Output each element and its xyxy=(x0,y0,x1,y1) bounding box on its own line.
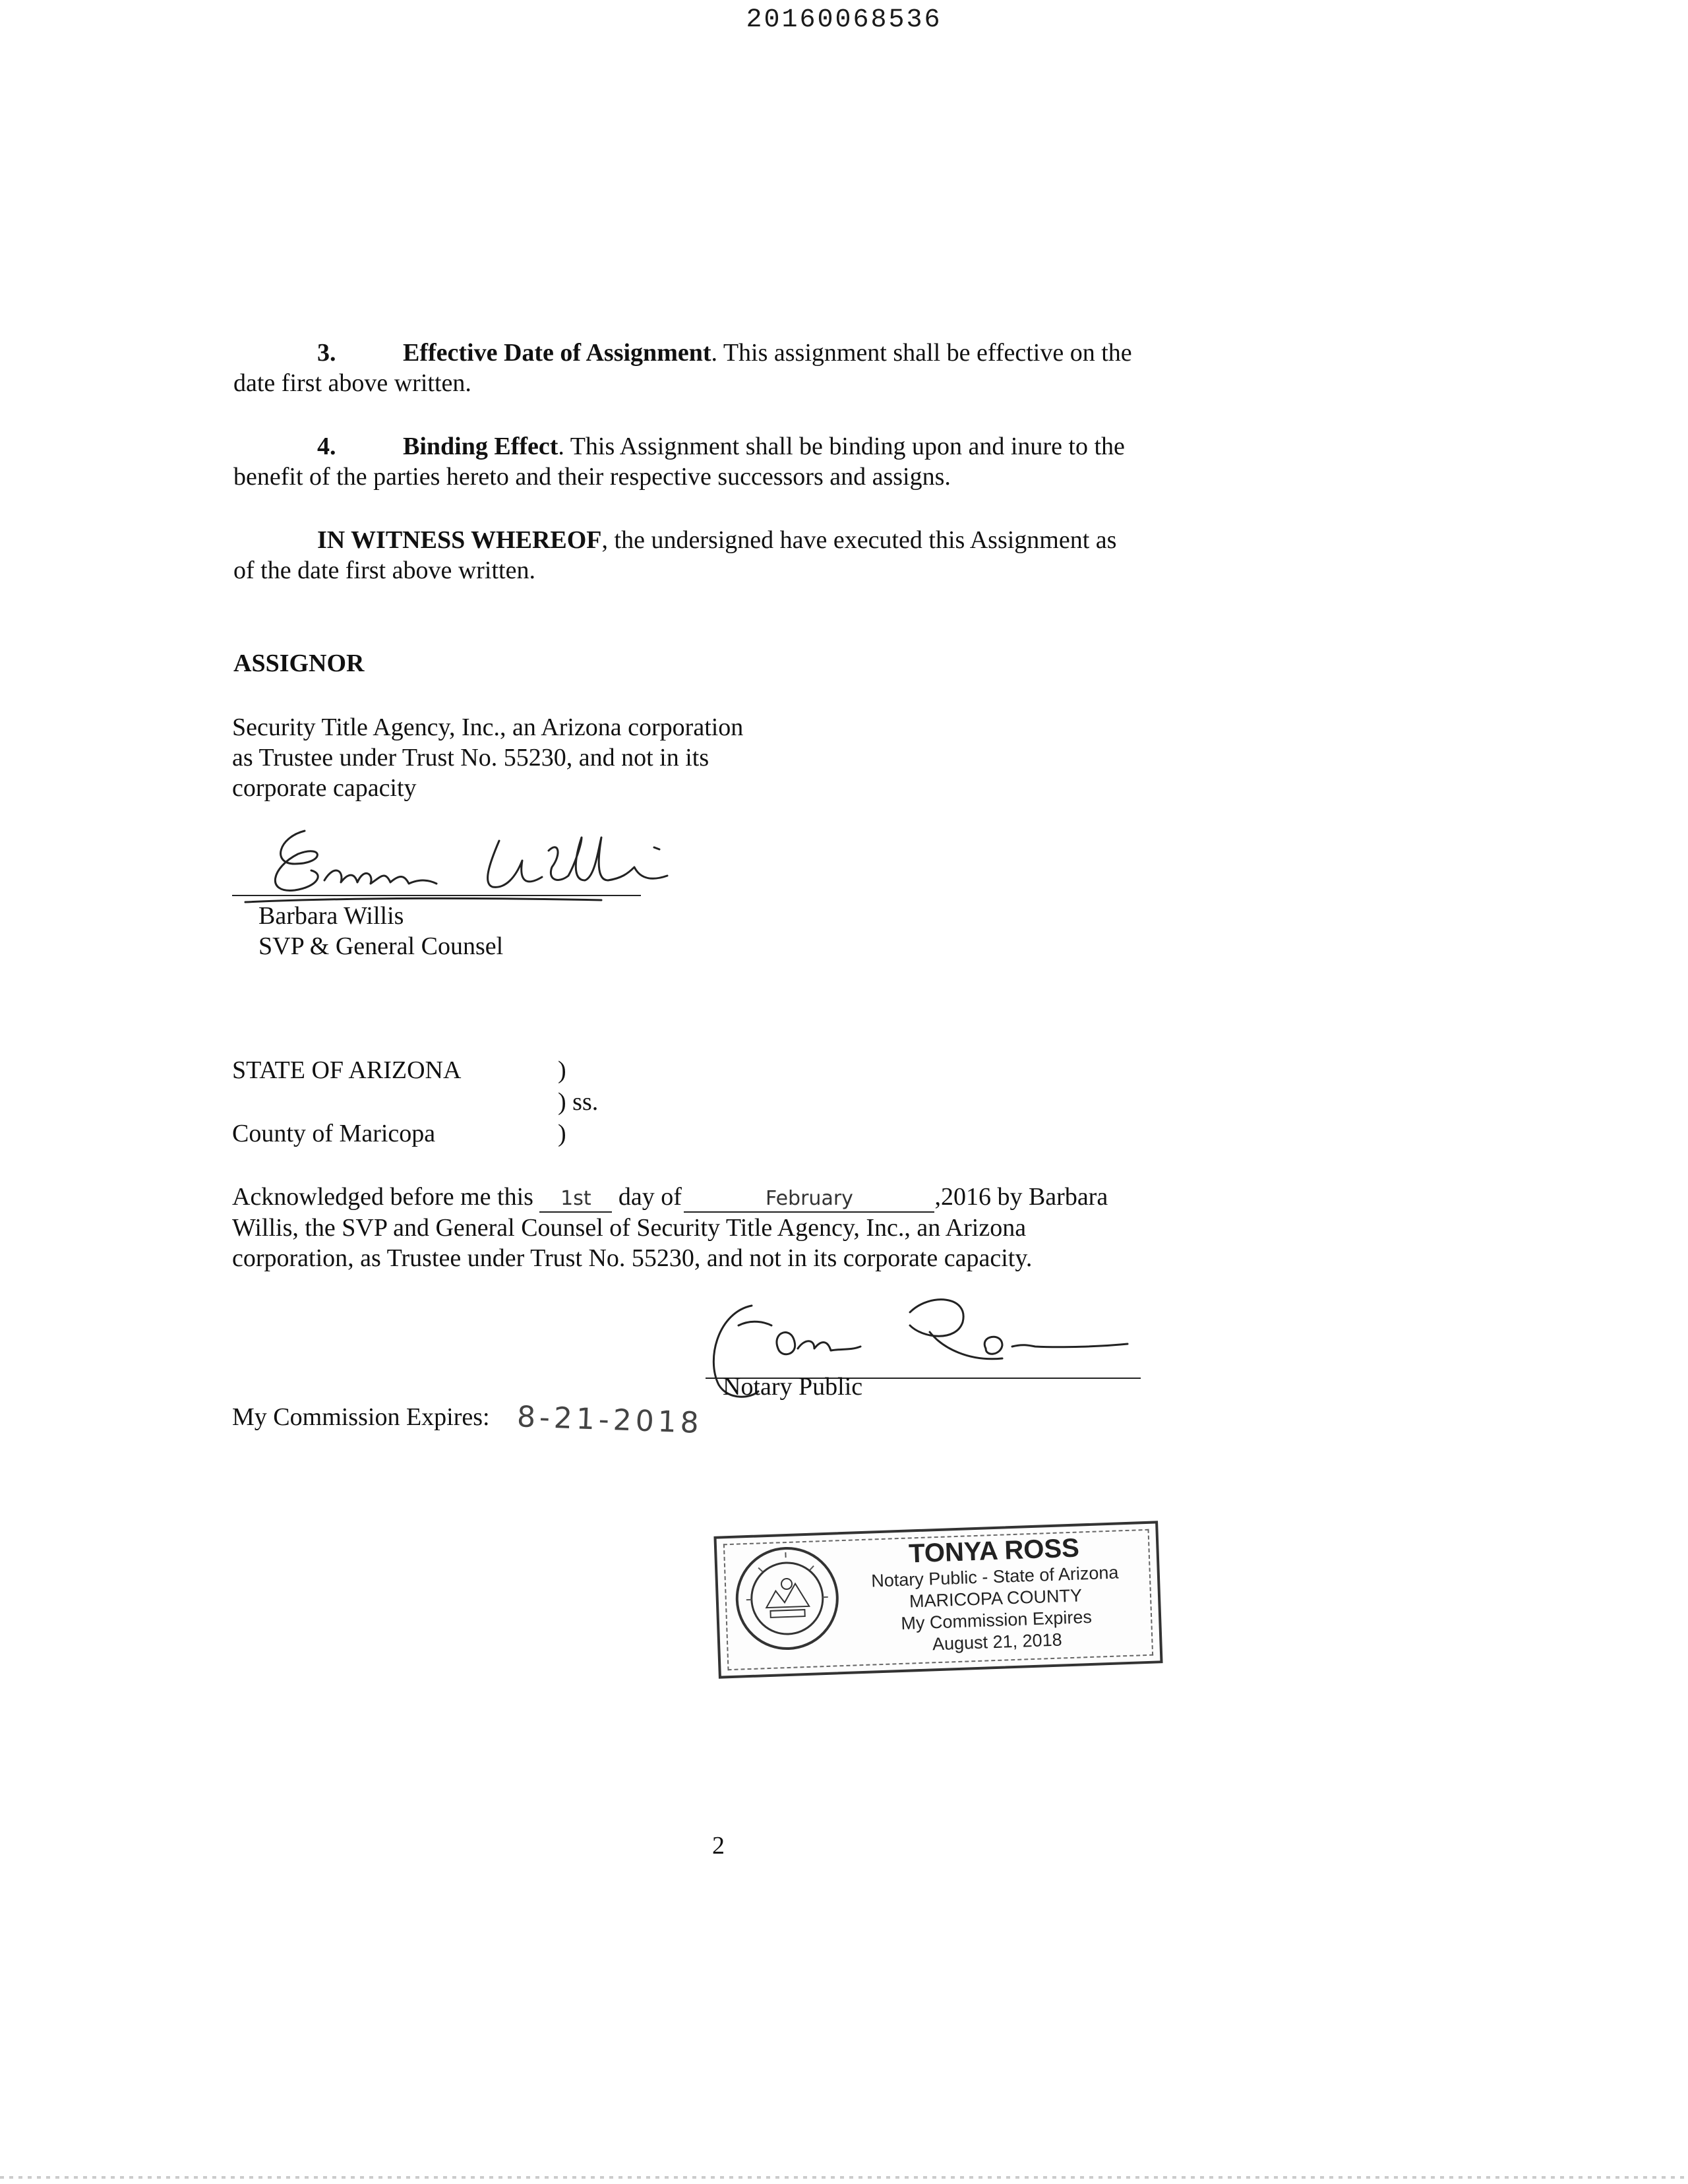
page-number: 2 xyxy=(712,1832,725,1860)
stamp-county: MARICOPA COUNTY xyxy=(909,1585,1083,1612)
stamp-notary-name: TONYA ROSS xyxy=(908,1533,1080,1569)
document-number: 20160068536 xyxy=(746,5,942,35)
assignor-heading: ASSIGNOR xyxy=(233,650,365,677)
signer-title: SVP & General Counsel xyxy=(258,932,504,960)
commission-label: My Commission Expires: xyxy=(232,1403,490,1431)
acknowledgment xyxy=(232,1182,1221,1273)
signer-name: Barbara Willis xyxy=(258,902,404,930)
acknowledgment-month-field: February xyxy=(684,1186,934,1213)
paragraph-text: . This Assignment shall be binding upon and inure to the xyxy=(558,433,1125,460)
witness-text-continued: of the date first above written. xyxy=(233,557,535,584)
acknowledgment-suffix: ,2016 by Barbara xyxy=(934,1183,1108,1211)
signer-block xyxy=(258,901,654,961)
paragraph-binding-effect xyxy=(233,431,1219,492)
venue-county: County of Maricopa xyxy=(232,1120,436,1147)
paragraph-text: . This assignment shall be effective on the xyxy=(711,339,1132,367)
stamp-text-block xyxy=(849,1531,1143,1658)
assignor-line: as Trustee under Trust No. 55230, and not in its xyxy=(232,744,709,772)
assignor-signature xyxy=(232,818,746,910)
commission-date-handwritten: 8-21-2018 xyxy=(516,1400,704,1440)
notary-label: Notary Public xyxy=(723,1373,863,1401)
venue-ss: ) ss. xyxy=(558,1088,599,1116)
paragraph-number: 3. xyxy=(317,339,336,367)
witness-clause xyxy=(233,525,1219,586)
paragraph-text-continued: date first above written. xyxy=(233,369,471,397)
notary-stamp xyxy=(713,1521,1162,1678)
stamp-line: Notary Public - State of Arizona xyxy=(870,1562,1119,1591)
acknowledgment-line: Willis, the SVP and General Counsel of Security Title Agency, Inc., an Arizona xyxy=(232,1214,1027,1242)
scan-edge-artifact xyxy=(0,2176,1688,2179)
acknowledgment-line: corporation, as Trustee under Trust No. 55230, and not in its corporate capacity. xyxy=(232,1244,1033,1272)
arizona-seal-icon xyxy=(731,1542,843,1654)
assignor-line: Security Title Agency, Inc., an Arizona corporation xyxy=(232,713,744,741)
venue-state: STATE OF ARIZONA xyxy=(232,1056,462,1084)
paragraph-effective-date xyxy=(233,338,1219,398)
assignor-line: corporate capacity xyxy=(232,774,417,802)
venue-paren-open: ) xyxy=(558,1056,566,1084)
acknowledgment-day-field: 1st xyxy=(539,1186,612,1213)
witness-text: , the undersigned have executed this Assignment as xyxy=(601,526,1117,554)
paragraph-heading: Binding Effect xyxy=(403,433,558,460)
stamp-line: My Commission Expires xyxy=(900,1606,1093,1633)
acknowledgment-day-of: day of xyxy=(618,1183,682,1211)
paragraph-number: 4. xyxy=(317,433,336,460)
witness-lead: IN WITNESS WHEREOF xyxy=(317,526,602,554)
paragraph-heading: Effective Date of Assignment xyxy=(403,339,711,367)
venue-paren-close: ) xyxy=(558,1120,566,1147)
stamp-expiry: August 21, 2018 xyxy=(932,1629,1063,1654)
assignor-block xyxy=(232,712,891,803)
acknowledgment-prefix: Acknowledged before me this xyxy=(232,1183,533,1211)
paragraph-text-continued: benefit of the parties hereto and their respective successors and assigns. xyxy=(233,463,951,491)
